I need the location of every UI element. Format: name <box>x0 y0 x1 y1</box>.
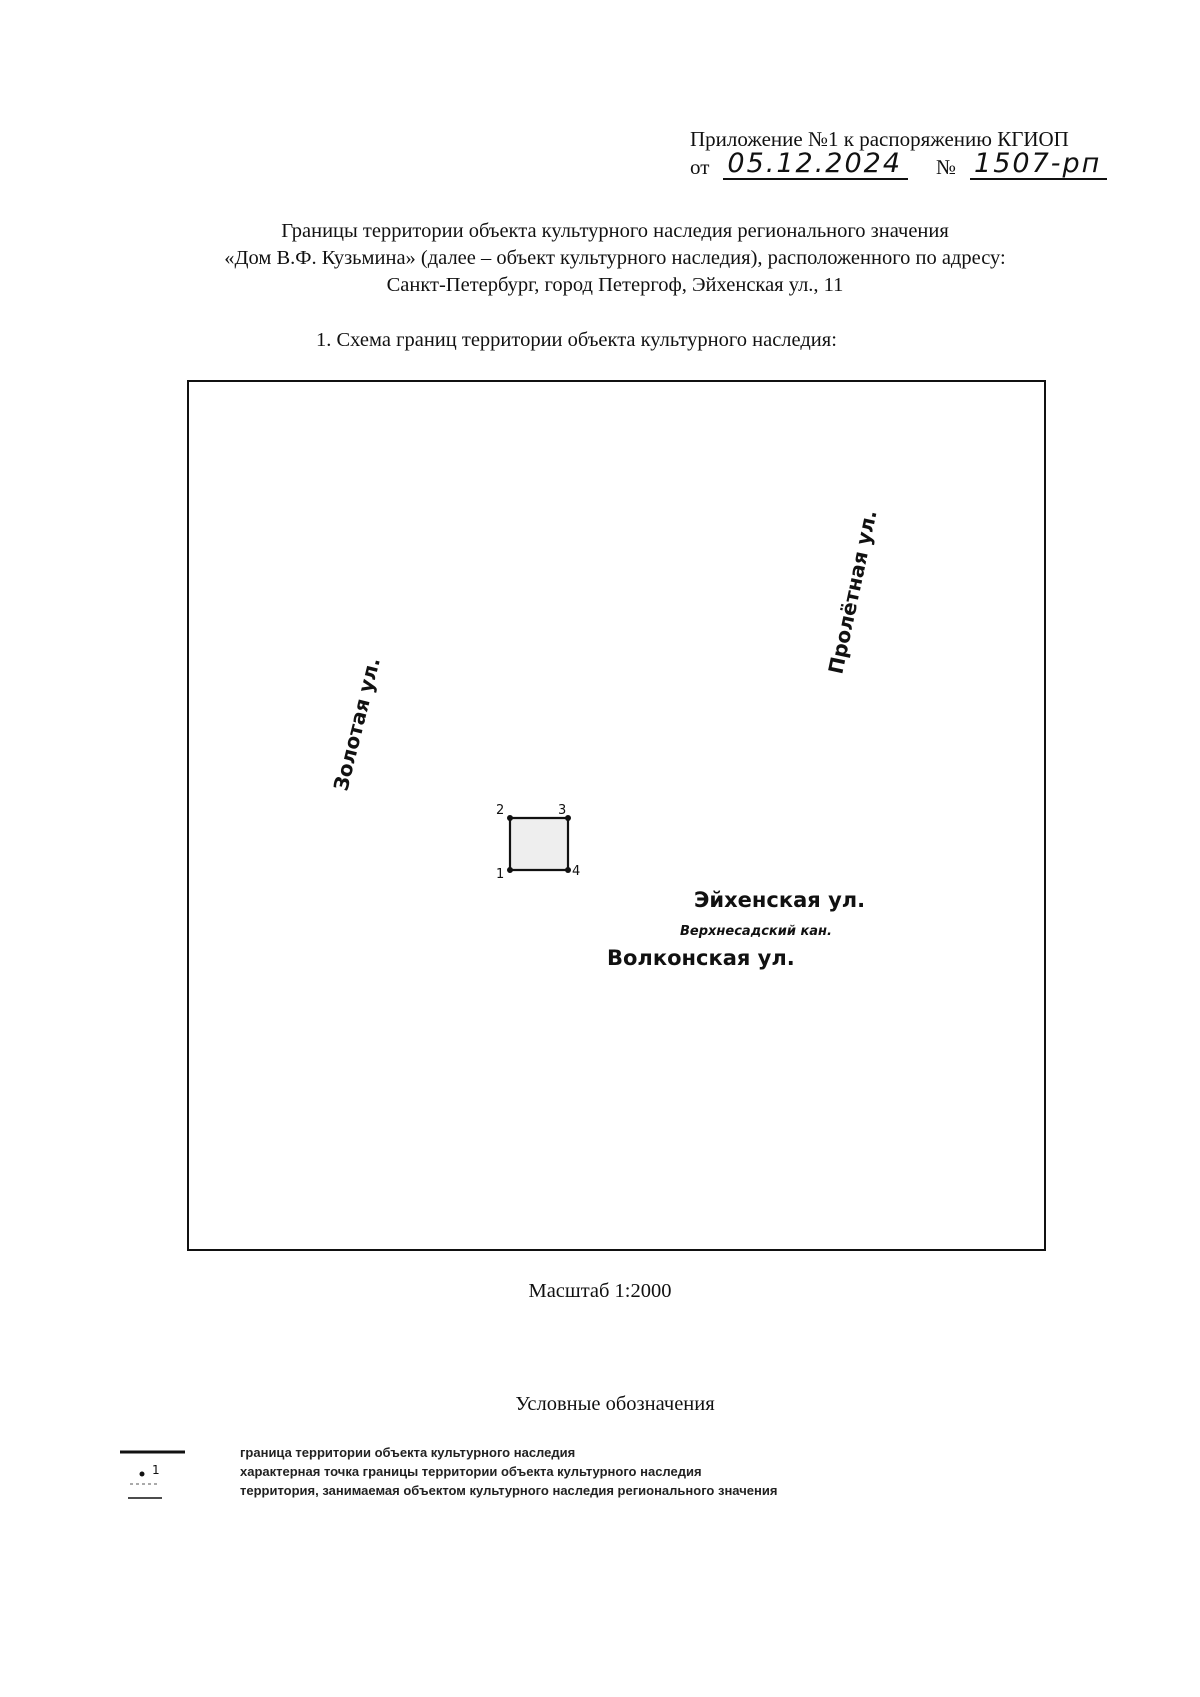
legend-text-point: характерная точка границы территории объекта культурного наследия <box>240 1464 702 1479</box>
document-title <box>120 218 1110 299</box>
boundary-point-1 <box>507 867 513 873</box>
boundary-map <box>187 380 1047 1252</box>
legend-title: Условные обозначения <box>515 1393 715 1415</box>
point-symbol-label: 1 <box>152 1463 160 1477</box>
map-frame <box>188 381 1045 1250</box>
legend-item-boundary <box>120 1443 1020 1462</box>
territory-fill <box>510 818 568 870</box>
point-symbol <box>120 1462 190 1481</box>
legend-item-territory <box>120 1481 1020 1500</box>
title-line-2: «Дом В.Ф. Кузьмина» (далее – объект культурного наследия), расположенного по адресу: <box>224 247 1006 269</box>
street-label-proletnaya: Пролётная ул. <box>823 507 882 677</box>
legend-text-boundary: граница территории объекта культурного наследия <box>240 1445 576 1460</box>
handwritten-date: 05.12.2024 <box>723 150 908 180</box>
order-date-number <box>690 150 1107 180</box>
title-line-1: Границы территории объекта культурного наследия регионального значения <box>281 220 949 242</box>
map-canvas <box>187 380 1047 1252</box>
boundary-line-symbol <box>120 1443 190 1462</box>
boundary-point-2 <box>507 815 513 821</box>
point-label-1: 1 <box>496 867 505 882</box>
street-label-eikhenskaya: Эйхенская ул. <box>694 888 866 912</box>
legend-text-territory: территория, занимаемая объектом культурного наследия регионального значения <box>240 1483 778 1498</box>
street-label-volkonskaya: Волконская ул. <box>607 946 795 970</box>
point-label-3: 3 <box>558 803 567 818</box>
legend-item-point <box>120 1462 1020 1481</box>
boundary-point-4 <box>565 867 571 873</box>
number-prefix: № <box>936 155 957 179</box>
legend <box>120 1443 1020 1500</box>
canal-label: Верхнесадский кан. <box>680 924 832 939</box>
section-heading: 1. Схема границ территории объекта культурного наследия: <box>316 329 837 351</box>
point-label-2: 2 <box>496 803 505 818</box>
title-line-3: Санкт-Петербург, город Петергоф, Эйхенская ул., 11 <box>386 274 844 296</box>
territory-symbol <box>120 1481 190 1500</box>
map-scale: Масштаб 1:2000 <box>528 1280 672 1302</box>
point-label-4: 4 <box>572 864 581 879</box>
from-prefix: от <box>690 155 710 179</box>
appendix-line: Приложение №1 к распоряжению КГИОП <box>690 127 1069 151</box>
handwritten-number: 1507-рп <box>970 150 1107 180</box>
street-label-zolotaya: Золотая ул. <box>328 654 385 794</box>
